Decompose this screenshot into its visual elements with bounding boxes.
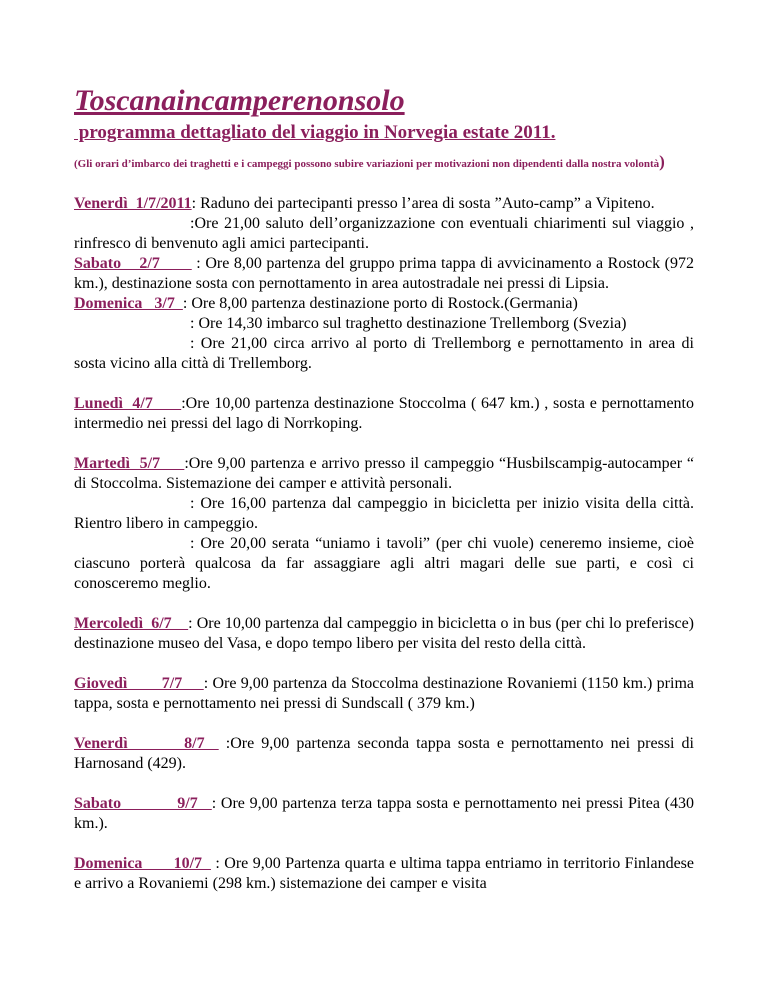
day-label: Martedì 5/7	[74, 455, 185, 472]
entry-text: :Ore 10,00 partenza destinazione Stoccolma ( 647 km.) , sosta e pernottamento intermedio nei pressi del lago di Norrkoping.	[74, 395, 695, 432]
entry-paragraph	[74, 194, 694, 214]
page-title: Toscanaincamperenonsolo	[74, 84, 405, 117]
itinerary	[74, 194, 694, 894]
entry-text: : Raduno dei partecipanti presso l’area di sosta ”Auto-camp” a Vipiteno.	[191, 195, 655, 212]
entry-paragraph	[74, 294, 694, 314]
page-subtitle: programma dettagliato del viaggio in Norvegia estate 2011.	[74, 122, 556, 143]
entry-sub-paragraph: : Ore 16,00 partenza dal campeggio in bicicletta per inizio visita della città. Rientro libero in campeggio.	[74, 495, 694, 532]
day-label: Venerdì 1/7/2011	[74, 195, 192, 212]
entry-sub-paragraph: : Ore 20,00 serata “uniamo i tavoli” (per chi vuole) ceneremo insieme, cioè ciascuno porterà qualcosa da far assaggiare agli altri magari delle sue parti, e così ci conosceremo meglio.	[74, 535, 694, 592]
day-label: Lunedì 4/7	[74, 395, 182, 412]
entry-text: : Ore 9,00 partenza terza tappa sosta e pernottamento nei pressi Pitea (430 km.).	[74, 795, 694, 832]
entry-paragraph	[74, 734, 694, 774]
day-label: Giovedì 7/7	[74, 675, 204, 692]
day-label: Mercoledì 6/7	[74, 615, 189, 632]
entry-text: : Ore 9,00 partenza da Stoccolma destinazione Rovaniemi (1150 km.) prima tappa, sosta e pernottamento nei pressi di Sundscall ( 379 km.)	[74, 675, 694, 712]
entry-sub-paragraph: : Ore 14,30 imbarco sul traghetto destinazione Trellemborg (Svezia)	[190, 315, 627, 332]
day-label: Sabato 9/7	[74, 795, 212, 812]
entry-paragraph	[74, 394, 694, 434]
entry-text: : Ore 9,00 Partenza quarta e ultima tappa entriamo in territorio Finlandese e arrivo a Rovaniemi (298 km.) sistemazione dei camper e visita	[74, 855, 694, 892]
entry-sub-paragraph: : Ore 21,00 circa arrivo al porto di Trellemborg e pernottamento in area di sosta vicino alla città di Trellemborg.	[74, 335, 694, 372]
entry-paragraph	[74, 674, 694, 714]
entry-text: : Ore 8,00 partenza destinazione porto di Rostock.(Germania)	[182, 295, 578, 312]
entry-paragraph	[74, 614, 694, 654]
entry-sub-paragraph: :Ore 21,00 saluto dell’organizzazione con eventuali chiarimenti sul viaggio , rinfresco di benvenuto agli amici partecipanti.	[74, 215, 694, 252]
disclaimer-note	[74, 150, 694, 176]
day-label: Domenica 3/7	[74, 295, 183, 312]
day-label: Sabato 2/7	[74, 255, 192, 272]
entry-text: :Ore 9,00 partenza seconda tappa sosta e pernottamento nei pressi di Harnosand (429).	[74, 735, 695, 772]
entry-paragraph	[74, 254, 694, 294]
entry-text: :Ore 9,00 partenza e arrivo presso il campeggio “Husbilscampig-autocamper “ di Stoccolma. Sistemazione dei camper e attività personali.	[74, 455, 695, 492]
entry-paragraph	[74, 794, 694, 834]
disclaimer-text: (Gli orari d’imbarco dei traghetti e i campeggi possono subire variazioni per motivazioni non dipendenti dalla nostra volontà	[74, 158, 660, 170]
disclaimer-paren: )	[659, 152, 665, 171]
entry-paragraph	[74, 854, 694, 894]
entry-text: : Ore 10,00 partenza dal campeggio in bicicletta o in bus (per chi lo preferisce) destinazione museo del Vasa, e dopo tempo libero per visita del resto della città.	[74, 615, 695, 652]
entry-paragraph	[74, 454, 694, 494]
day-label: Venerdì 8/7	[74, 735, 219, 752]
day-label: Domenica 10/7	[74, 855, 211, 872]
entry-text: : Ore 8,00 partenza del gruppo prima tappa di avvicinamento a Rostock (972 km.), destinazione sosta con pernottamento in area autostradale nei pressi di Lipsia.	[74, 255, 694, 292]
